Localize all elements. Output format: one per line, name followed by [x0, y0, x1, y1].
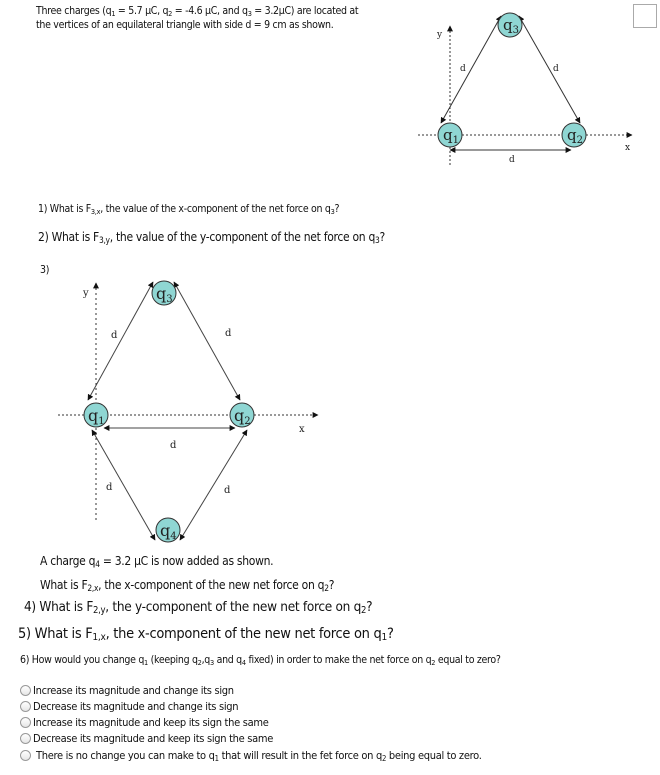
svg-text:d: d — [460, 64, 466, 74]
svg-text:d: d — [225, 328, 232, 339]
question-6: 6) How would you change $q_1$ (keeping $q_2,q_3$ and $q_4$ fixed) in order to make the net force on $q_2$ equal to zero? — [20, 654, 501, 667]
svg-text:x: x — [625, 143, 631, 153]
svg-text:q3: $q_3$ — [503, 16, 519, 36]
option-3[interactable] — [20, 716, 269, 729]
q4-added-note: A charge $q_4 = 3.2$ μC is now added as shown. — [40, 554, 274, 569]
svg-text:q2: $q_2$ — [567, 126, 583, 146]
svg-text:q4: q4 — [160, 521, 177, 542]
option-label: Decrease its magnitude and keep its sign the same — [33, 732, 274, 745]
option-label: Increase its magnitude and keep its sign the same — [33, 716, 269, 729]
svg-text:d: d — [224, 485, 231, 496]
svg-text:d: d — [509, 155, 515, 165]
svg-text:q2: q2 — [234, 406, 251, 427]
question-4: 4) What is $F_{2,y}$, the y-component of the new net force on $q_2$? — [24, 599, 373, 616]
option-2[interactable] — [20, 700, 238, 713]
svg-text:d: d — [553, 64, 559, 74]
side-d — [519, 16, 580, 123]
intro-line-1: Three charges ($q_1 = 5.7$ μC, $q_2 = -4.6$ μC, and $q_3 = 3.2\mu C$) are located at — [36, 5, 359, 18]
option-label: There is no change you can make to $q_1$ that will result in the fet force on $q_2$ being equal to zero. — [36, 749, 482, 763]
radio-button[interactable] — [20, 733, 31, 744]
option-4[interactable] — [20, 732, 273, 745]
radio-button[interactable] — [20, 685, 31, 696]
question-3-label: 3) — [40, 264, 50, 276]
side-d — [88, 282, 153, 400]
svg-text:q3: q3 — [156, 284, 173, 305]
svg-text:y: y — [83, 288, 89, 299]
question-1: 1) What is $F_{3,x}$, the value of the x-component of the net force on $q_3$? — [38, 203, 340, 216]
side-d — [180, 430, 247, 540]
svg-text:y: y — [437, 30, 443, 40]
option-5[interactable] — [20, 749, 482, 762]
option-1[interactable] — [20, 684, 234, 697]
triangle-diagram — [418, 13, 632, 165]
side-d — [174, 282, 240, 400]
intro-line-2: the vertices of an equilateral triangle with side d = 9 cm as shown. — [36, 19, 334, 31]
svg-text:d: d — [106, 482, 113, 493]
option-label: Increase its magnitude and change its sign — [33, 684, 234, 697]
radio-button[interactable] — [20, 717, 31, 728]
radio-button[interactable] — [20, 701, 31, 712]
question-3: What is $F_{2,x}$, the x-component of the new net force on $q_2$? — [40, 578, 335, 593]
rhombus-diagram — [58, 281, 318, 542]
question-5: 5) What is $F_{1,x}$, the x-component of the new net force on $q_1$? — [18, 626, 394, 643]
svg-text:q1: q1 — [88, 406, 105, 427]
option-label: Decrease its magnitude and change its sign — [33, 700, 239, 713]
svg-text:d: d — [170, 440, 177, 451]
side-d — [92, 430, 155, 540]
radio-button[interactable] — [20, 750, 31, 761]
svg-text:x: x — [299, 424, 305, 435]
question-2: 2) What is $F_{3,y}$, the value of the y-component of the net force on $q_3$? — [38, 230, 385, 245]
svg-text:q1: $q_1$ — [443, 126, 459, 146]
svg-text:d: d — [111, 330, 118, 341]
